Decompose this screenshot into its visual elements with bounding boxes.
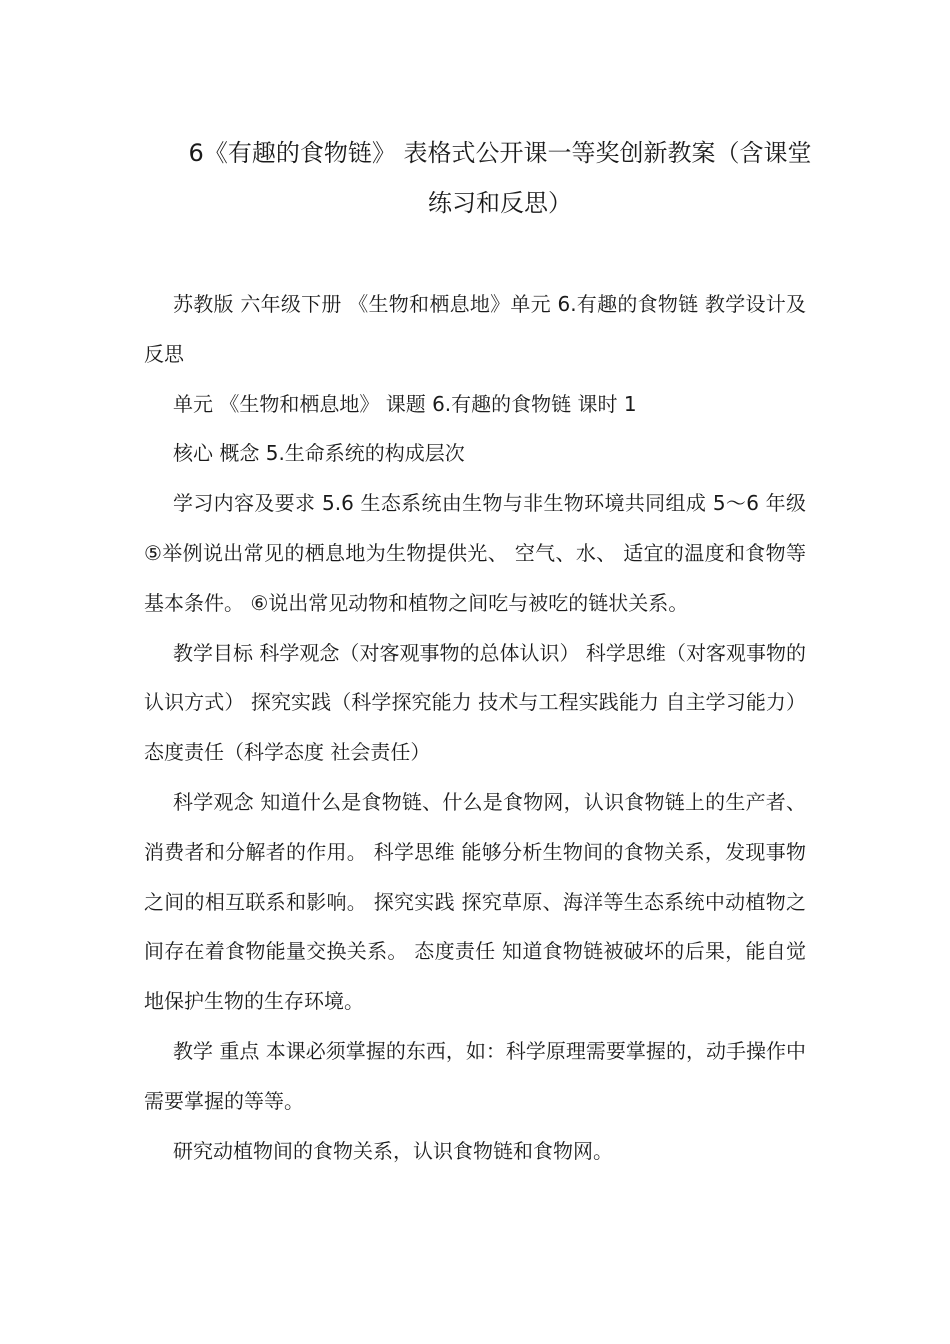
paragraph-learning-requirements: 学习内容及要求 5.6 生态系统由生物与非生物环境共同组成 5～6 年级⑤举例说出常见的栖息地为生物提供光、 空气、水、 适宜的温度和食物等基本条件。 ⑥说出常见动物和植物之间吃与被吃的链状关系。 [144,491,806,615]
paragraph-key-points: 教学 重点 本课必须掌握的东西，如：科学原理需要掌握的，动手操作中需要掌握的等等。 [144,1038,806,1113]
paragraph-teaching-goals: 教学目标 科学观念（对客观事物的总体认识） 科学思维（对客观事物的认识方式） 探究实践（科学探究能力 技术与工程实践能力 自主学习能力） 态度责任（科学态度 社会责任） [144,640,806,765]
paragraph-key-point-content: 研究动植物间的食物关系，认识食物链和食物网。 [173,1138,613,1163]
document-body [144,280,806,1176]
paragraph-core-concept: 核心 概念 5.生命系统的构成层次 [173,441,465,466]
paragraph-goal-details: 科学观念 知道什么是食物链、什么是食物网，认识食物链上的生产者、消费者和分解者的作用。 科学思维 能够分析生物间的食物关系，发现事物之间的相互联系和影响。 探究实践 探究草原、海洋等生态系统中动植物之间存在着食物能量交换关系。 态度责任 知道食物链被破坏的后果，能自觉地保护生物的生存环境。 [144,789,806,1014]
paragraph-unit: 单元 《生物和栖息地》 课题 6.有趣的食物链 课时 1 [173,391,637,416]
document-title: 6《有趣的食物链》 表格式公开课一等奖创新教案（含课堂练习和反思） [188,139,812,217]
paragraph-edition: 苏教版 六年级下册 《生物和栖息地》单元 6.有趣的食物链 教学设计及反思 [144,292,806,366]
